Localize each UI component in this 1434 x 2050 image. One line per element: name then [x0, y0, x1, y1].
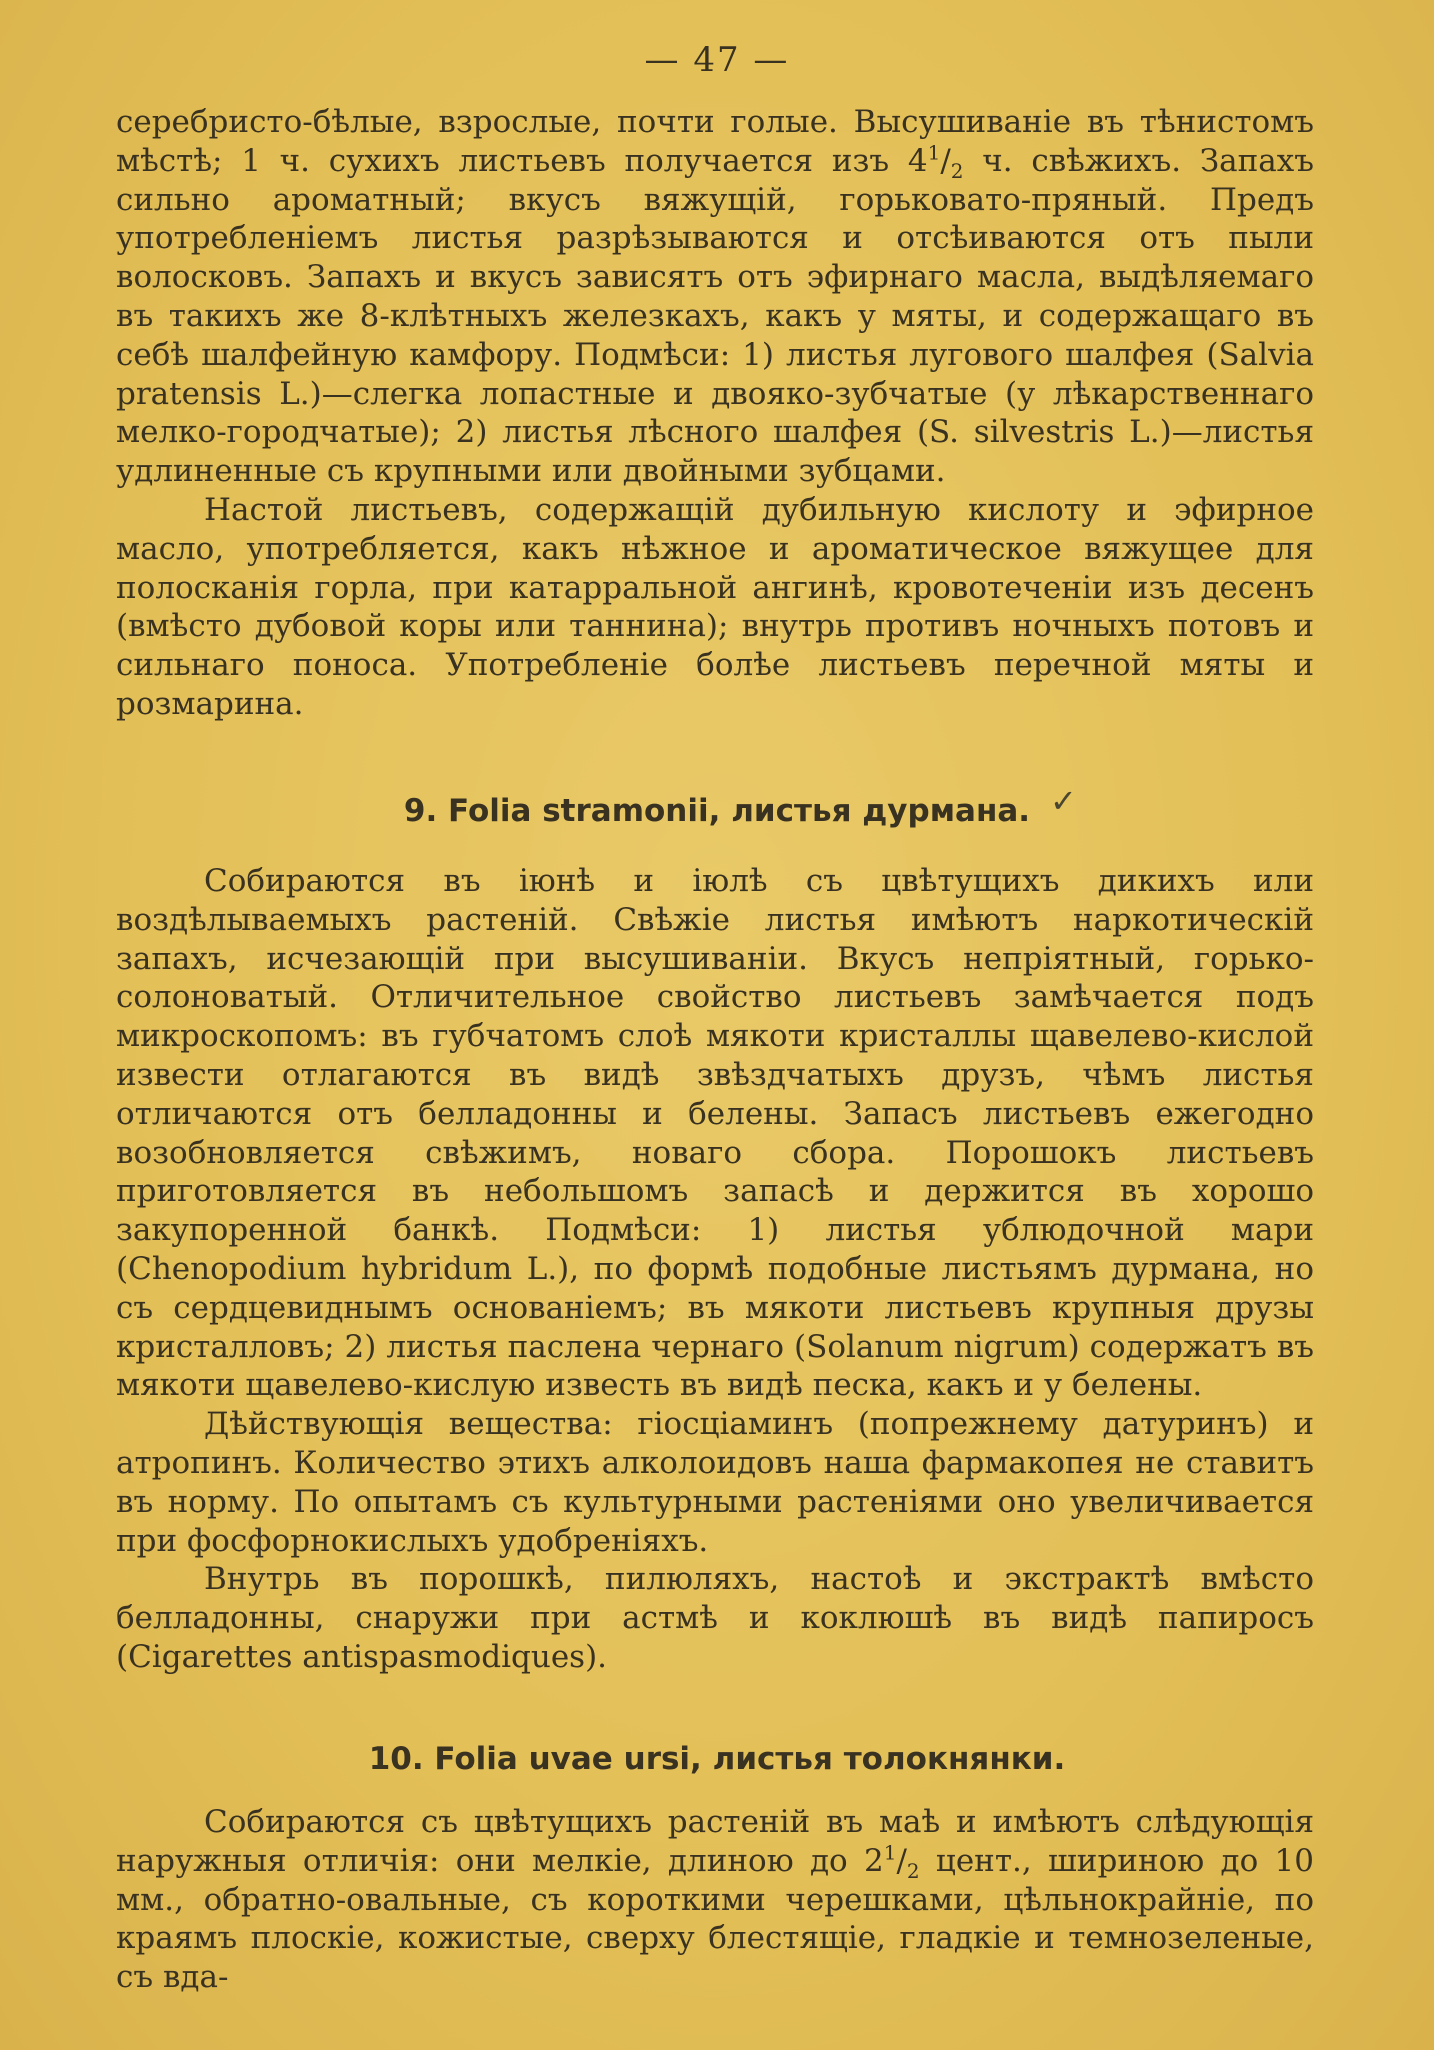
paragraph: Настой листьевъ, содержащій дубильную кислоту и эфирное масло, употребляется, какъ нѣжное и ароматическое вяжущее для полосканія горла, при катарральной ангинѣ, кровотеченіи изъ десенъ (вмѣсто дубовой коры или таннина); внутрь противъ ночныхъ потовъ и сильнаго поноса. Употребленіе болѣе листьевъ перечной мяты и розмарина.	[116, 491, 1314, 722]
section-heading-uvae-ursi: 10. Folia uvae ursi, листья толокнянки.	[368, 1741, 1066, 1777]
paragraph: Внутрь въ порошкѣ, пилюляхъ, настоѣ и экстрактѣ вмѣсто белладонны, снаружи при астмѣ и коклюшѣ въ видѣ папиросъ (Cigarettes antispasmodiques).	[116, 1561, 1314, 1675]
paragraph: Дѣйствующія вещества: гіосціаминъ (попрежнему датуринъ) и атропинъ. Количество этихъ алколоидовъ наша фармакопея не ставитъ въ норму. По опытамъ съ культурными растеніями оно увеличивается при фосфорнокислыхъ удобреніяхъ.	[116, 1406, 1314, 1559]
section-heading-stramonii: 9. Folia stramonii, листья дурмана.	[403, 793, 1031, 829]
paragraph: серебристо-бѣлые, взрослые, почти голые. Высушиваніе въ тѣнистомъ мѣстѣ; 1 ч. сухихъ листьевъ получается изъ $4^1/_2$ ч. свѣжихъ. Запахъ сильно ароматный; вкусъ вяжущій, горьковато-пряный. Предъ употребленіемъ листья разрѣзываются и отсѣиваются отъ пыли волосковъ. Запахъ и вкусъ зависятъ отъ эфирнаго масла, выдѣляемаго въ такихъ же 8-клѣтныхъ железкахъ, какъ у мяты, и содержащаго въ себѣ шалфейную камфору. Подмѣси: 1) листья лугового шалфея (Salvia pratensis L.)—слегка лопастные и двояко-зубчатые (у лѣкарственнаго мелко-городчатые); 2) листья лѣсного шалфея (S. silvestris L.)—листья удлиненные съ крупными или двойными зубцами.	[116, 104, 1314, 490]
paragraph: Собираются съ цвѣтущихъ растеній въ маѣ и имѣютъ слѣдующія наружныя отличія: они мелкіе, длиною до $2^1/_2$ цент., шириною до 10 мм., обратно-овальные, съ короткими черешками, цѣльнокрайніе, по краямъ плоскіе, кожистые, сверху блестящіе, гладкіе и темнозеленые, съ вда-	[116, 1804, 1315, 1996]
margin-check-mark: ✓	[1050, 782, 1077, 820]
text-block-uvae-ursi	[116, 1803, 1314, 1997]
text-block-stramonii	[116, 862, 1314, 1677]
text-block-salvia	[116, 103, 1314, 724]
paragraph: Собираются въ іюнѣ и іюлѣ съ цвѣтущихъ дикихъ или воздѣлываемыхъ растеній. Свѣжіе листья имѣютъ наркотическій запахъ, исчезающій при высушиваніи. Вкусъ непріятный, горько-солоноватый. Отличительное свойство листьевъ замѣчается подъ микроскопомъ: въ губчатомъ слоѣ мякоти кристаллы щавелево-кислой извести отлагаются въ видѣ звѣздчатыхъ друзъ, чѣмъ листья отличаются отъ белладонны и белены. Запасъ листьевъ ежегодно возобновляется свѣжимъ, новаго сбора. Порошокъ листьевъ приготовляется въ небольшомъ запасѣ и держится въ хорошо закупоренной банкѣ. Подмѣси: 1) листья ублюдочной мари (Chenopodium hybridum L.), по формѣ подобные листьямъ дурмана, но съ сердцевиднымъ основаніемъ; въ мякоти листьевъ крупныя друзы кристалловъ; 2) листья паслена чернаго (Solanum nigrum) содержатъ въ мякоти щавелево-кислую известь въ видѣ песка, какъ и у белены.	[116, 863, 1314, 1404]
page-number: — 47 —	[644, 40, 790, 80]
